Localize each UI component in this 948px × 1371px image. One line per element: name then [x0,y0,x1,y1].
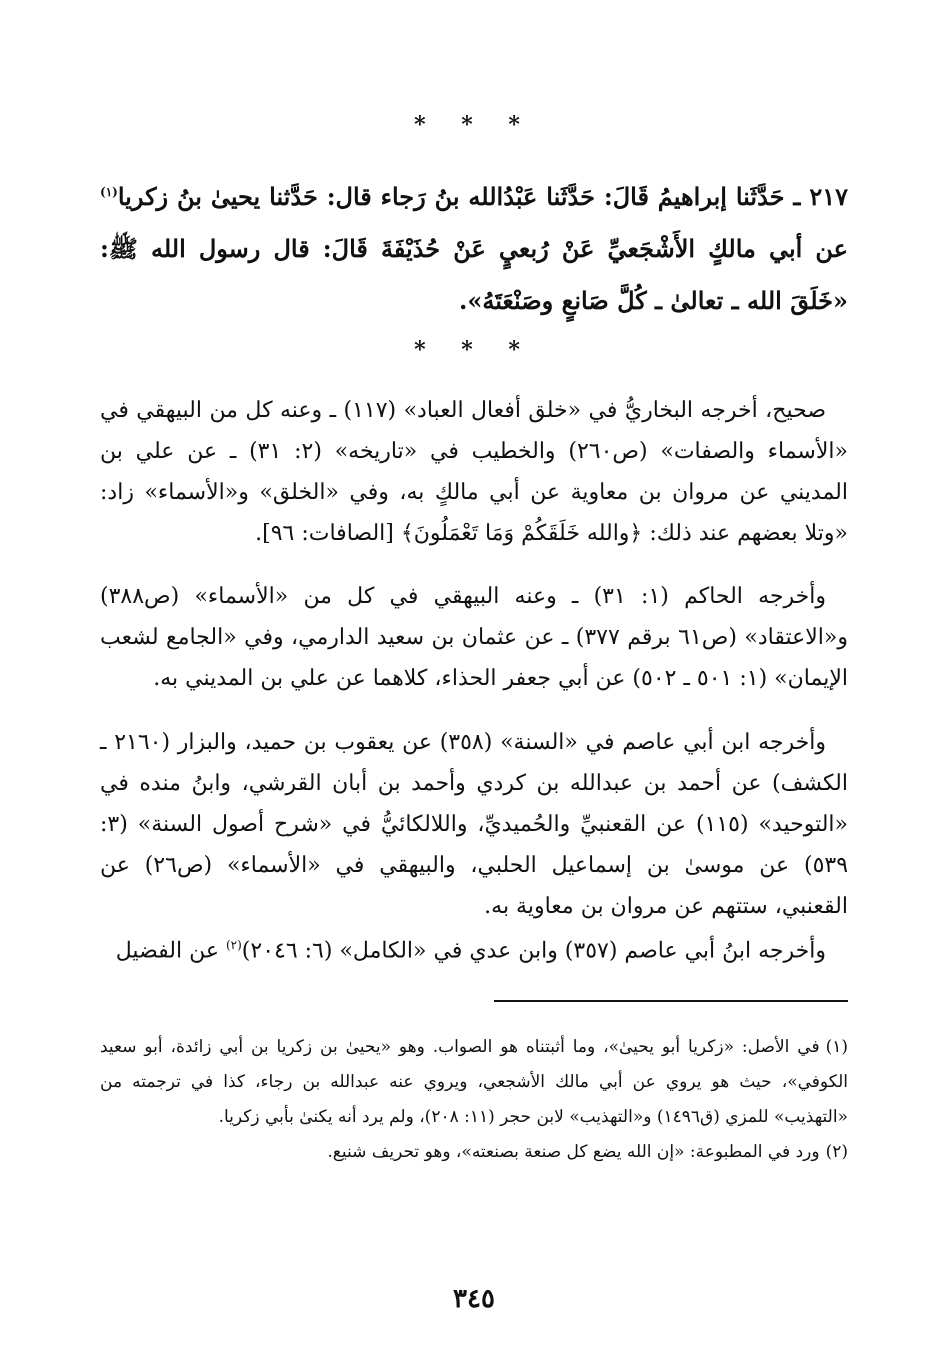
hadith-text-continued: عن أبي مالكٍ الأَشْجَعيِّ عَنْ رُبعيٍ عَنْ حُذَيْفَةَ قَالَ: قال رسول الله ﷺ: «خَلَقَ الله ـ تعالىٰ ـ كُلَّ صَانعٍ وصَنْعَتَهُ». [100,234,848,315]
footnote-ref-1: (١) [100,185,118,199]
footnote [100,1135,848,1170]
commentary-paragraph: وأخرجه الحاكم (١: ٣١) ـ وعنه البيهقي في كل من «الأسماء» (ص٣٨٨) و«الاعتقاد» (ص٦١ برقم ٣٧٧) ـ عن عثمان بن سعيد الدارمي، وفي «الجامع لشعب الإيمان» (١: ٥٠١ ـ ٥٠٢) عن أبي جعفر الحذاء، كلاهما عن علي بن المديني به. [100,584,848,691]
hadith-text-main: ٢١٧ ـ حَدَّثَنا إبراهيمُ قَالَ: حَدَّثَنا عَبْدُالله بنُ رَجاء قال: حَدَّثنا يحيىٰ بنُ زكريا [117,182,848,211]
footnote-divider [494,1000,848,1002]
footnote-number: (٢) [825,1142,848,1162]
footnote [100,1030,848,1135]
section-separator: * * * [414,112,534,138]
commentary-paragraph-main: وأخرجه ابنُ أبي عاصم (٣٥٧) وابن عدي في «الكامل» (٦: ٢٠٤٦) [241,938,826,964]
footnote-number: (١) [825,1037,848,1057]
commentary-paragraph: وأخرجه ابن أبي عاصم في «السنة» (٣٥٨) عن يعقوب بن حميد، والبزار (٢١٦٠ ـ الكشف) عن أحمد بن عبدالله بن كردي وأحمد بن أبان القرشي، وابنُ منده في «التوحيد» (١١٥) عن القعنبيِّ والحُميديِّ، واللالكائيُّ في «شرح أصول السنة» (٣: ٥٣٩) عن موسىٰ بن إسماعيل الحلبي، والبيهقي في «الأسماء» (ص٢٦) عن القعنبي، ستتهم عن مروان بن معاوية به. [100,730,849,919]
hadith-text [100,166,848,327]
page-number: ٣٤٥ [453,1284,495,1314]
section-separator: * * * [414,337,534,363]
footnote-text: ورد في المطبوعة: «إن الله يضع كل صنعة بصنعته»، وهو تحريف شنيع. [327,1142,820,1162]
commentary-paragraph-continued: عن الفضيل [115,938,226,964]
footnote-ref-2: (٢) [225,938,242,952]
commentary-paragraph [100,925,848,971]
footnote-text: في الأصل: «زكريا أبو يحيىٰ»، وما أثبتناه هو الصواب. وهو «يحيىٰ بن زكريا بن أبي زائدة، أبو سعيد الكوفي»، حيث هو يروي عن أبي مالك الأشجعي، ويروي عنه عبدالله بن رجاء، كذا في ترجمته من «التهذيب» للمزي (ق١٤٩٦) و«التهذيب» لابن حجر (١١: ٢٠٨)، ولم يرد أنه يكنىٰ بأبي زكريا. [100,1037,848,1127]
commentary-paragraph: صحيح، أخرجه البخاريُّ في «خلق أفعال العباد» (١١٧) ـ وعنه كل من البيهقي في «الأسماء والصفات» (ص٢٦٠) والخطيب في «تاريخه» (٢: ٣١) ـ عن علي بن المديني عن مروان بن معاوية عن أبي مالكٍ به، وفي «الخلق» و«الأسماء» زاد: «وتلا بعضهم عند ذلك: ﴿والله خَلَقَكُمْ وَمَا تَعْمَلُونَ﴾ [الصافات: ٩٦]. [100,398,848,546]
footnotes [100,1030,848,1170]
book-page [100,0,848,1371]
